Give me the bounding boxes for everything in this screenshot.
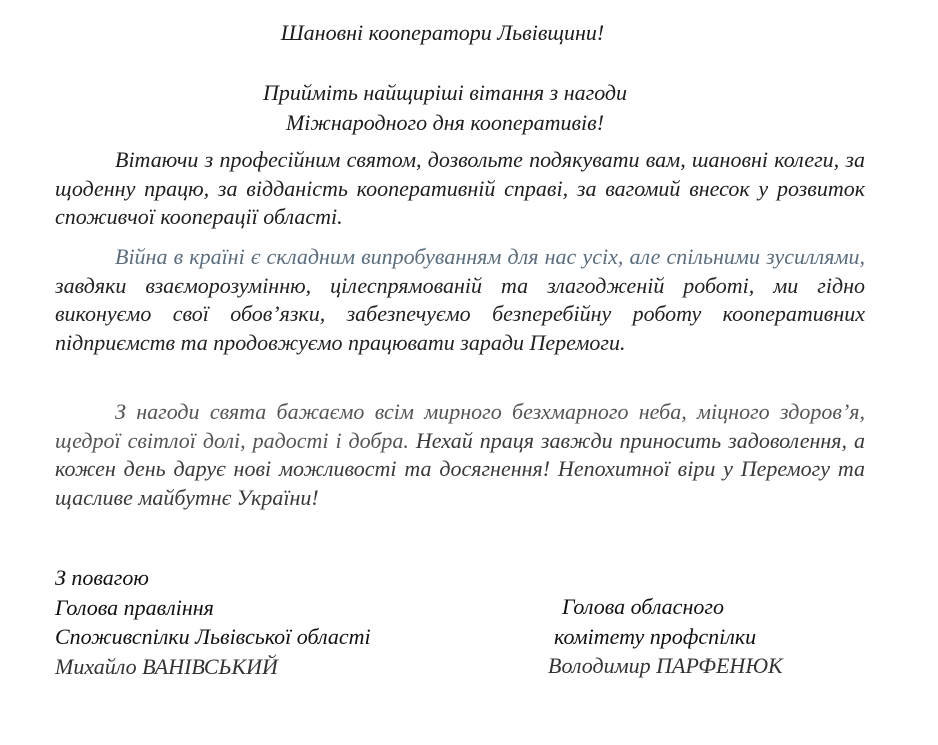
paragraph-wishes-part2: Нехай праця завжди приносить задоволення, а кожен день дарує нові можливості та досягнення! Непохитної віри у Перемогу та щасливе майбутнє України!: [55, 427, 865, 510]
signature-left-title-2: Споживспілки Львівської області: [55, 624, 371, 649]
paragraph-war-highlight: Війна в країні є складним випробуванням для нас усіх, але спільними зусиллями,: [115, 244, 865, 269]
signature-left-name: Михайло ВАНІВСЬКИЙ: [55, 653, 278, 679]
congrats-line-1: Прийміть найщиріші вітання з нагоди: [262, 80, 628, 105]
signature-left-title-1: Голова правління: [55, 594, 214, 620]
paragraph-wishes: [55, 398, 865, 512]
signature-left: [55, 563, 371, 681]
paragraph-war: [55, 243, 865, 357]
congrats-line-2: Міжнародного дня кооперативів!: [285, 110, 605, 135]
letter-congratulation-heading: [0, 78, 890, 138]
paragraph-wishes-part1: З нагоди свята бажаємо всім мирного безхмарного неба, міцного здоров’я, щедрої світлої долі, радості і добра.: [55, 399, 865, 453]
signature-right-title-2: комітету профспілки: [554, 623, 757, 649]
signature-right-title-1: Голова обласного: [562, 594, 724, 619]
paragraph-war-rest: завдяки взаєморозумінню, цілеспрямованій та злагодженій роботі, ми гідно виконуємо свої обов’язки, забезпечуємо безперебійну роботу кооперативних підприємств та продовжуємо працювати заради Перемоги.: [55, 272, 865, 355]
letter-greeting: Шановні кооператори Львівщини!: [280, 20, 605, 45]
signature-right-name: Володимир ПАРФЕНЮК: [548, 653, 783, 678]
paragraph-gratitude: Вітаючи з професійним святом, дозвольте подякувати вам, шановні колеги, за щоденну працю, за відданість кооперативній справі, за вагомий внесок у розвиток споживчої кооперації області.: [55, 147, 865, 230]
signature-right: [548, 592, 783, 681]
closing-phrase: З повагою: [55, 565, 149, 590]
